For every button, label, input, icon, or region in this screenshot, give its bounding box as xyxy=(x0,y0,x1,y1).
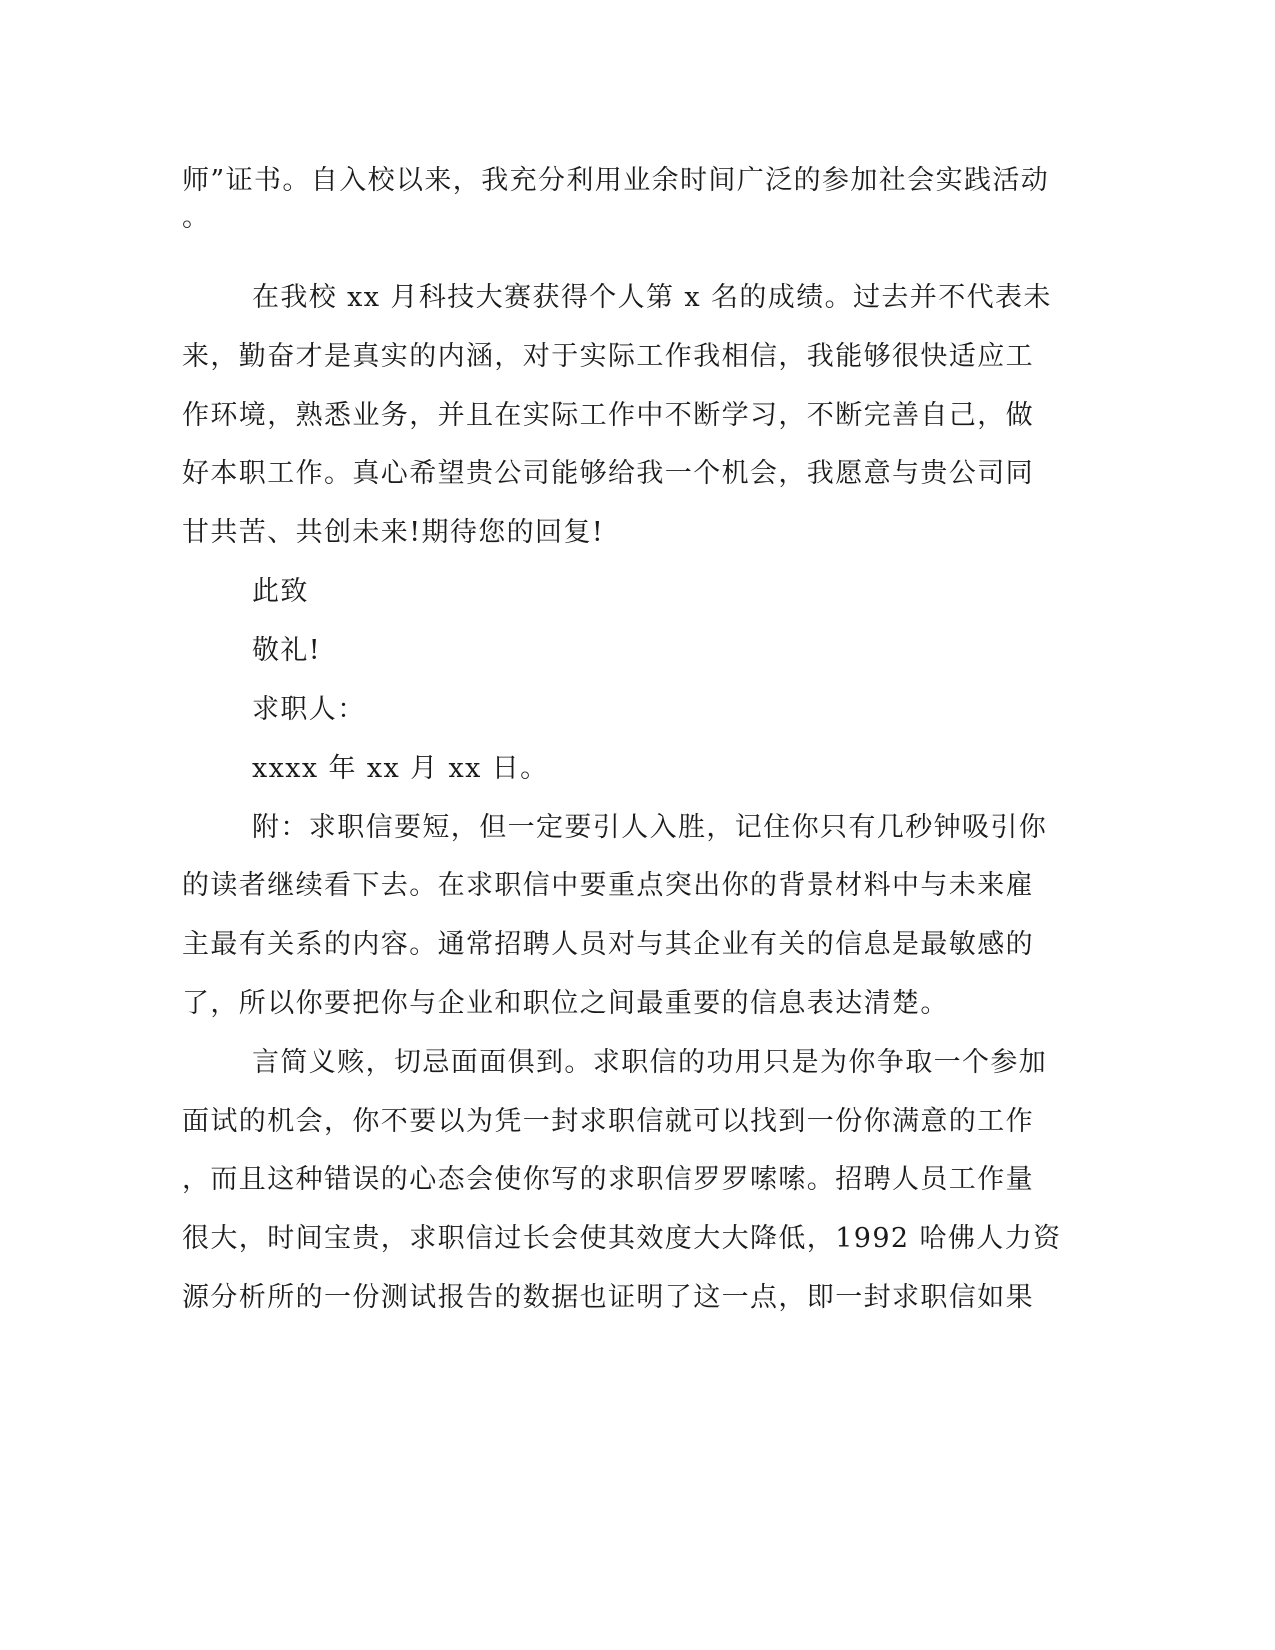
text-line: xxxx 年 xx 月 xx 日。 xyxy=(252,753,549,784)
text-line: 很大，时间宝贵，求职信过长会使其效度大大降低，1992 哈佛人力资 xyxy=(182,1223,1062,1254)
text-line: 敬礼! xyxy=(252,635,322,666)
text-line: 言简义赅，切忌面面俱到。求职信的功用只是为你争取一个参加 xyxy=(252,1047,1048,1078)
text-line: 的读者继续看下去。在求职信中要重点突出你的背景材料中与未来雇 xyxy=(182,870,1034,901)
text-line: 师”证书。自入校以来，我充分利用业余时间广泛的参加社会实践活动 xyxy=(182,165,1050,196)
text-line: 作环境，熟悉业务，并且在实际工作中不断学习，不断完善自己，做 xyxy=(182,400,1034,431)
text-line: ，而且这种错误的心态会使你写的求职信罗罗嗦嗦。招聘人员工作量 xyxy=(182,1164,1034,1195)
text-line: 。 xyxy=(182,202,211,233)
text-line: 了，所以你要把你与企业和职位之间最重要的信息表达清楚。 xyxy=(182,988,949,1019)
text-line: 主最有关系的内容。通常招聘人员对与其企业有关的信息是最敏感的 xyxy=(182,929,1034,960)
text-line: 附：求职信要短，但一定要引人入胜，记住你只有几秒钟吸引你 xyxy=(252,812,1048,843)
text-line: 甘共苦、共创未来!期待您的回复! xyxy=(182,517,605,548)
text-line: 源分析所的一份测试报告的数据也证明了这一点，即一封求职信如果 xyxy=(182,1282,1034,1313)
text-line: 来，勤奋才是真实的内涵，对于实际工作我相信，我能够很快适应工 xyxy=(182,341,1034,372)
text-line: 在我校 xx 月科技大赛获得个人第 x 名的成绩。过去并不代表未 xyxy=(252,282,1052,313)
text-line: 好本职工作。真心希望贵公司能够给我一个机会，我愿意与贵公司同 xyxy=(182,458,1034,489)
text-line: 面试的机会，你不要以为凭一封求职信就可以找到一份你满意的工作 xyxy=(182,1106,1034,1137)
text-line: 此致 xyxy=(252,576,309,607)
text-line: 求职人： xyxy=(252,694,366,725)
